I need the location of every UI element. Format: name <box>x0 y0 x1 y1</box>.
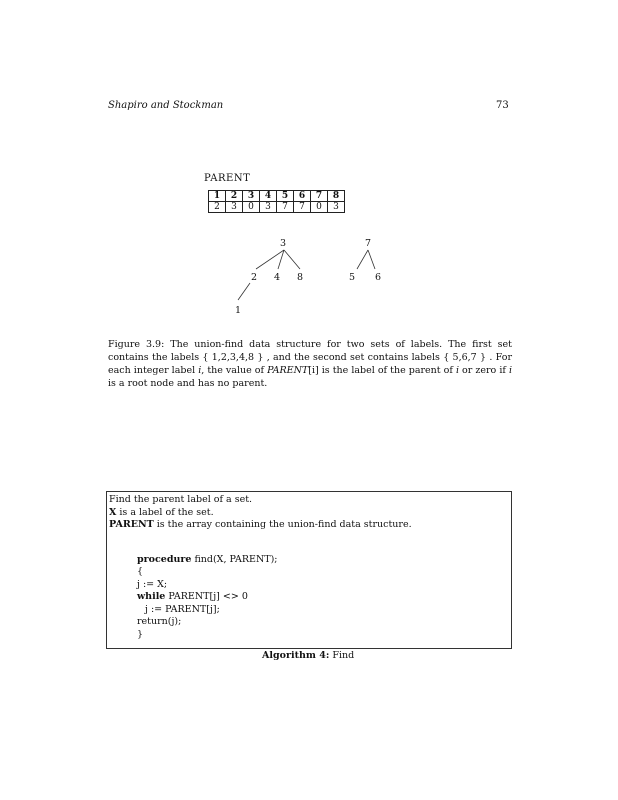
caption-text: , the value of <box>201 365 268 376</box>
code-line: } <box>137 628 144 640</box>
tree-edge <box>284 250 300 269</box>
index-cell: 3 <box>243 191 260 202</box>
caption-text: The union-find data structure for two sets of labels. The first set contains the labels { 1,2,3,4,8 } , and the second set contains labels { 5,6,7 } . For each integer label <box>108 339 512 376</box>
index-cell: 6 <box>294 191 311 202</box>
tree-node: 4 <box>274 272 281 283</box>
code-line <box>137 554 509 567</box>
code-text: PARENT[j] <> 0 <box>165 591 248 602</box>
figure-caption <box>108 338 512 390</box>
algorithm-name: Find <box>329 650 355 661</box>
value-cell: 7 <box>294 202 311 213</box>
index-cell: 2 <box>226 191 243 202</box>
tree-node: 1 <box>235 305 242 316</box>
code-line: j := PARENT[j]; <box>145 603 220 615</box>
page-number: 73 <box>496 100 509 111</box>
index-cell: 5 <box>277 191 294 202</box>
tree-node: 5 <box>349 272 356 283</box>
tree-node: 8 <box>297 272 304 283</box>
keyword: procedure <box>137 553 192 565</box>
param-desc: is the array containing the union-find data structure. <box>153 519 412 530</box>
value-cell: 3 <box>328 202 345 213</box>
param-name: PARENT <box>109 519 154 530</box>
algorithm-description <box>109 507 509 520</box>
parent-array-label: PARENT <box>204 173 251 184</box>
caption-text: or zero if <box>459 365 509 376</box>
tree-edge <box>357 250 368 269</box>
tree-node: 7 <box>365 238 372 249</box>
tree-node: 6 <box>375 272 382 283</box>
union-find-forest <box>0 0 618 330</box>
code-line <box>137 591 509 604</box>
value-cell: 3 <box>226 202 243 213</box>
caption-text: is the label of the parent of <box>318 365 456 376</box>
value-cell: 0 <box>243 202 260 213</box>
tree-node: 2 <box>251 272 258 283</box>
algorithm-box <box>106 491 512 649</box>
algorithm-title <box>262 650 354 661</box>
value-cell: 7 <box>277 202 294 213</box>
caption-text: is a root node and has no parent. <box>108 378 268 389</box>
code-line: j := X; <box>137 578 168 590</box>
value-cell: 3 <box>260 202 277 213</box>
running-header-authors: Shapiro and Stockman <box>108 100 224 111</box>
caption-var: i <box>198 365 202 376</box>
figure-label: Figure 3.9: <box>108 339 165 350</box>
code-line: { <box>137 566 144 577</box>
keyword: while <box>137 591 166 602</box>
code-text: find(X, PARENT); <box>191 553 278 565</box>
algorithm-description: Find the parent label of a set. <box>109 494 253 505</box>
param-desc: is a label of the set. <box>116 506 214 518</box>
index-cell: 8 <box>328 191 345 202</box>
pseudocode <box>109 554 509 642</box>
algorithm-label: Algorithm 4: <box>262 650 330 661</box>
tree-edge <box>368 250 375 269</box>
tree-node: 3 <box>280 238 287 249</box>
tree-edge <box>256 250 284 269</box>
algorithm-description <box>109 519 509 532</box>
caption-text: [i] <box>308 365 319 376</box>
tree-edge <box>238 283 250 300</box>
value-cell: 0 <box>311 202 328 213</box>
index-cell: 7 <box>311 191 328 202</box>
index-cell: 1 <box>209 191 226 202</box>
value-cell: 2 <box>209 202 226 213</box>
caption-var: i <box>508 365 512 376</box>
code-line: return(j); <box>137 616 182 627</box>
caption-var: i <box>455 365 459 376</box>
index-cell: 4 <box>260 191 277 202</box>
caption-var: PARENT <box>267 365 309 376</box>
param-name: X <box>109 506 117 518</box>
tree-edge <box>278 250 284 269</box>
